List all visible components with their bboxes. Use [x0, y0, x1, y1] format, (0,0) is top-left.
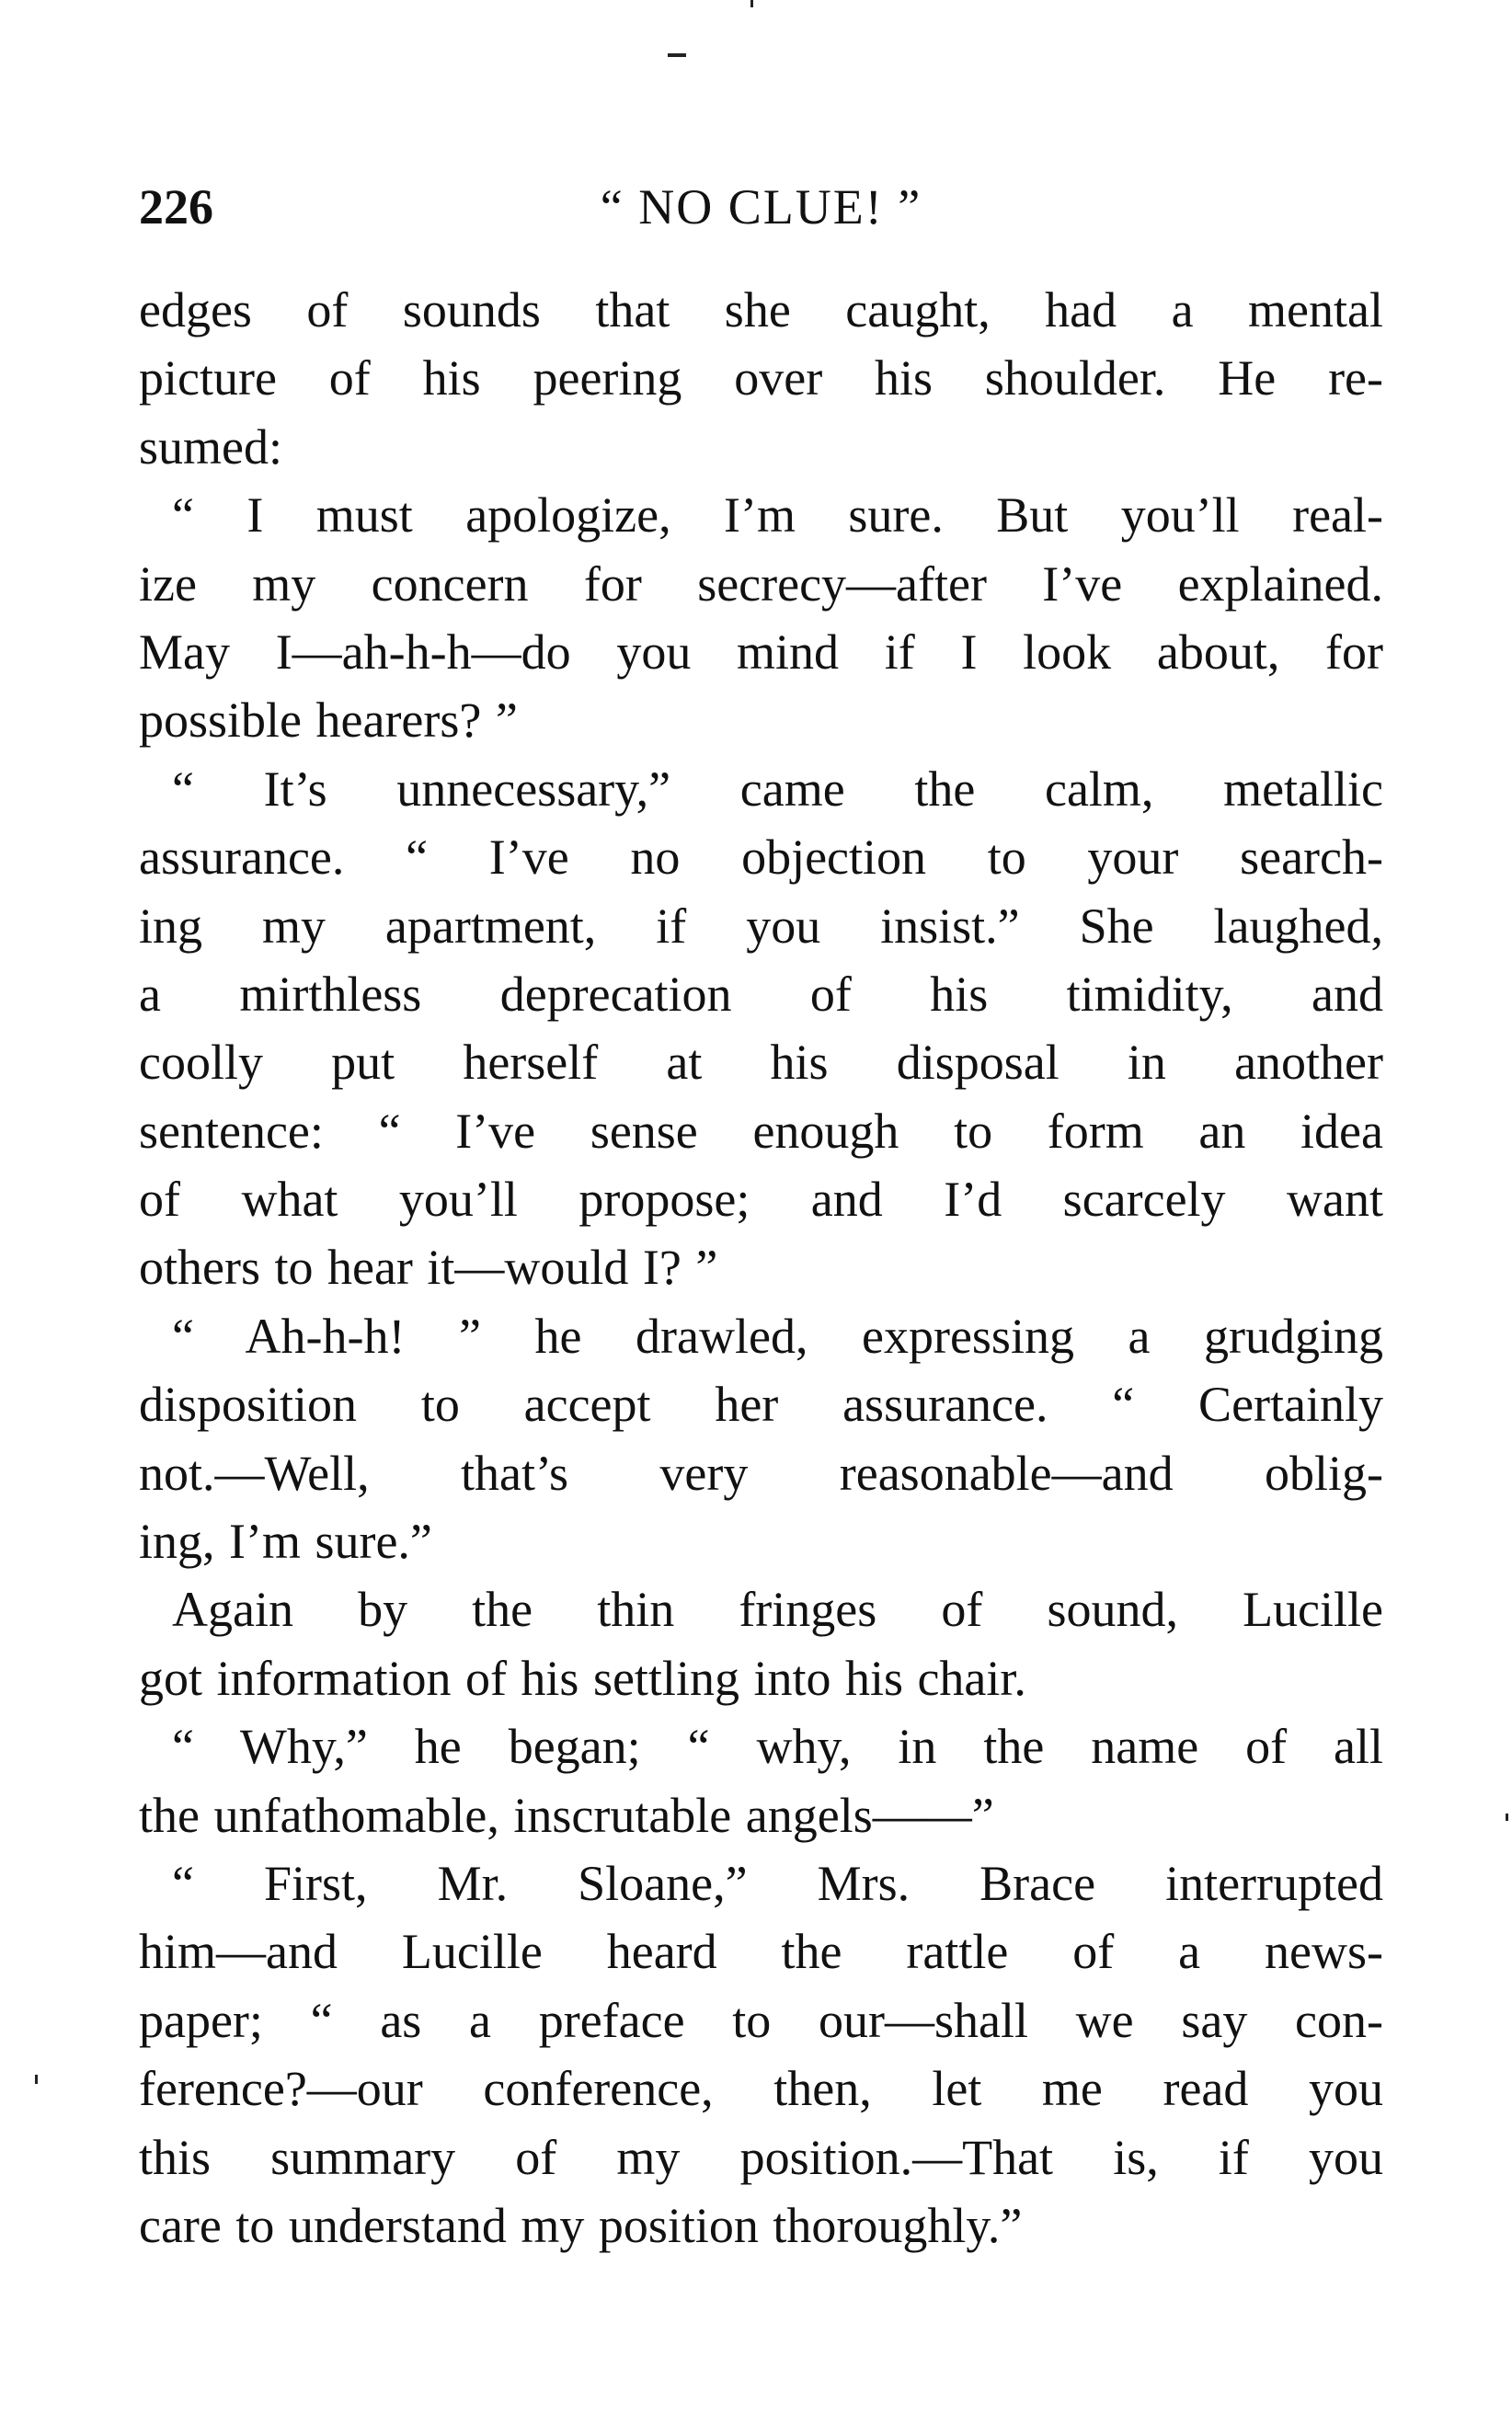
text-line: edges of sounds that she caught, had a mental [139, 282, 1383, 338]
text-line: the unfathomable, inscrutable angels——” [139, 1787, 994, 1843]
text-line: him—and Lucille heard the rattle of a news- [139, 1924, 1383, 1980]
scan-speck [35, 2075, 38, 2084]
text-line: “ First, Mr. Sloane,” Mrs. Brace interrupted [172, 1855, 1383, 1911]
text-line: got information of his settling into his chair. [139, 1650, 1026, 1706]
text-line: a mirthless deprecation of his timidity, and [139, 966, 1383, 1022]
text-line: of what you’ll propose; and I’d scarcely want [139, 1172, 1383, 1228]
text-line: ing my apartment, if you insist.” She laughed, [139, 898, 1383, 954]
scan-speck [1506, 1814, 1508, 1821]
page-header [139, 175, 1383, 239]
text-line: May I—ah-h-h—do you mind if I look about, for [139, 624, 1383, 680]
text-line: paper; “ as a preface to our—shall we say con- [139, 1992, 1383, 2048]
text-line: others to hear it—would I? ” [139, 1240, 718, 1296]
text-line: ference?—our conference, then, let me read you [139, 2061, 1383, 2117]
text-line: possible hearers? ” [139, 692, 518, 749]
text-line: not.—Well, that’s very reasonable—and oblig- [139, 1445, 1383, 1501]
text-line: this summary of my position.—That is, if you [139, 2129, 1383, 2185]
text-line: coolly put herself at his disposal in another [139, 1035, 1383, 1091]
text-line: Again by the thin fringes of sound, Lucille [172, 1582, 1383, 1638]
text-line: “ Why,” he began; “ why, in the name of all [172, 1719, 1383, 1775]
text-line: sumed: [139, 418, 282, 475]
scan-dash-mark [668, 53, 686, 57]
text-line: “ I must apologize, I’m sure. But you’ll real- [172, 487, 1383, 544]
text-line: sentence: “ I’ve sense enough to form an idea [139, 1103, 1383, 1159]
running-title: “ NO CLUE! ” [600, 179, 922, 235]
text-line: picture of his peering over his shoulder. He re- [139, 350, 1383, 406]
text-line: “ Ah-h-h! ” he drawled, expressing a grudging [172, 1308, 1383, 1364]
text-line: ing, I’m sure.” [139, 1514, 432, 1570]
scan-speck [750, 0, 753, 7]
text-line: “ It’s unnecessary,” came the calm, metallic [172, 761, 1383, 817]
text-line: disposition to accept her assurance. “ Certainly [139, 1377, 1383, 1433]
page-number: 226 [139, 179, 213, 235]
page-body-text [139, 276, 1383, 2260]
text-line: care to understand my position thoroughly.” [139, 2197, 1023, 2253]
text-line: ize my concern for secrecy—after I’ve explained. [139, 555, 1383, 612]
text-line: assurance. “ I’ve no objection to your search- [139, 830, 1383, 886]
